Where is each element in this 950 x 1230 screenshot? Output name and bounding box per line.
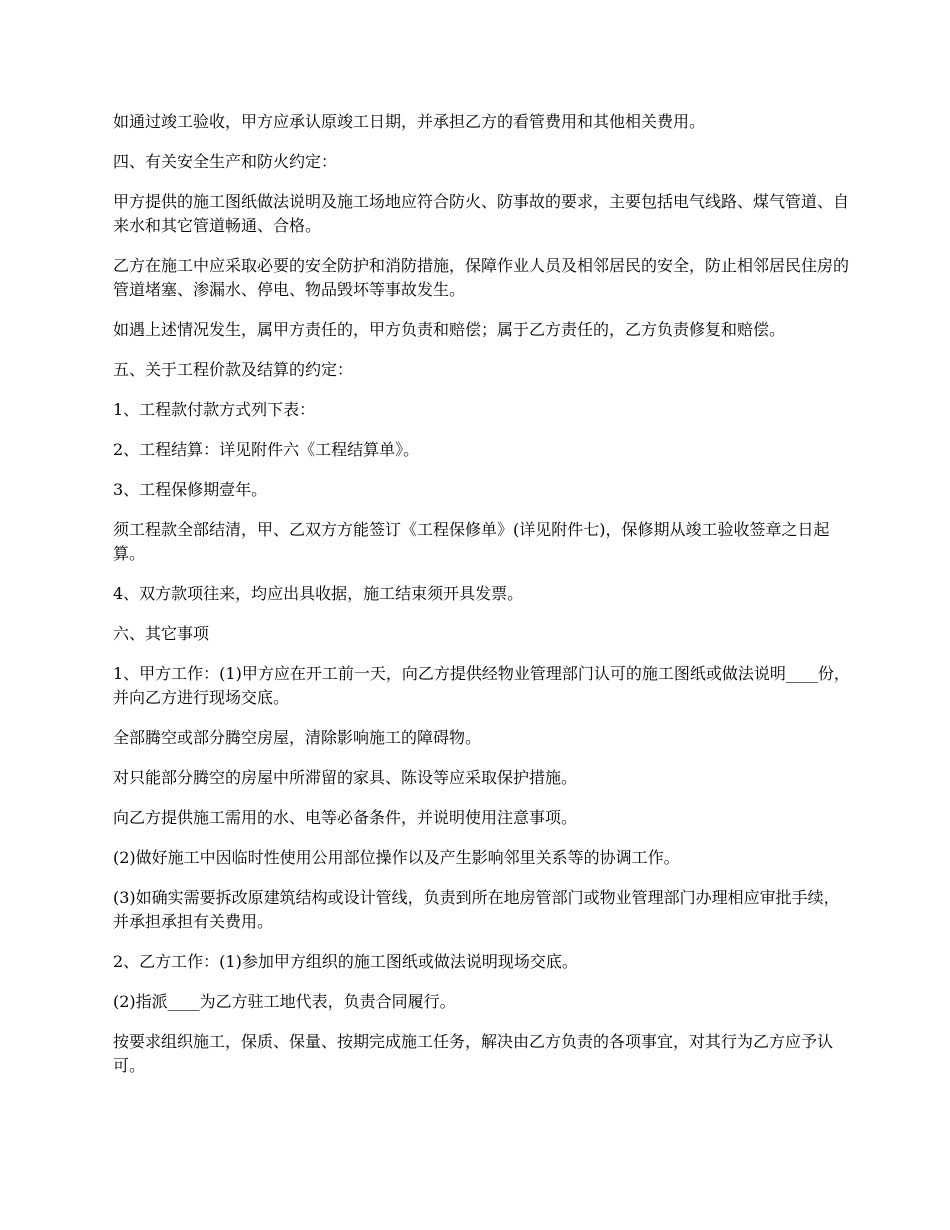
paragraph-settlement: 2、工程结算：详见附件六《工程结算单》。 xyxy=(113,440,420,459)
heading-other-matters: 六、其它事项 xyxy=(113,624,210,643)
paragraph-water-electricity: 向乙方提供施工需用的水、电等必备条件，并说明使用注意事项。 xyxy=(113,808,578,827)
paragraph-vacate-house: 全部腾空或部分腾空房屋，清除影响施工的障碍物。 xyxy=(113,728,482,747)
paragraph-acceptance-costs: 如通过竣工验收，甲方应承认原竣工日期，并承担乙方的看管费用和其他相关费用。 xyxy=(113,112,706,131)
paragraph-party-b-work-2: (2)指派____为乙方驻工地代表，负责合同履行。 xyxy=(113,992,456,1011)
paragraph-party-a-work-2: (2)做好施工中因临时性使用公用部位操作以及产生影响邻里关系等的协调工作。 xyxy=(113,848,680,867)
paragraph-party-b-duties: 按要求组织施工，保质、保量、按期完成施工任务，解决由乙方负责的各项事宜，对其行为乙方应予认可。 xyxy=(113,1032,834,1075)
paragraph-liability: 如遇上述情况发生，属甲方责任的，甲方负责和赔偿；属于乙方责任的，乙方负责修复和赔偿。 xyxy=(113,320,786,339)
paragraph-party-b-work-1: 2、乙方工作：(1)参加甲方组织的施工图纸或做法说明现场交底。 xyxy=(113,952,578,971)
document-body xyxy=(113,110,853,1094)
paragraph-party-a-work-1: 1、甲方工作：(1)甲方应在开工前一天，向乙方提供经物业管理部门认可的施工图纸或做法说明____份，并向乙方进行现场交底。 xyxy=(113,664,850,707)
paragraph-warranty-period: 3、工程保修期壹年。 xyxy=(113,480,268,499)
paragraph-receipts-invoice: 4、双方款项往来，均应出具收据，施工结束须开具发票。 xyxy=(113,584,524,603)
paragraph-warranty-signing: 须工程款全部结清，甲、乙双方方能签订《工程保修单》(详见附件七)，保修期从竣工验收签章之日起算。 xyxy=(113,520,830,563)
heading-safety-fire: 四、有关安全生产和防火约定： xyxy=(113,152,338,171)
paragraph-safety-measures: 乙方在施工中应采取必要的安全防护和消防措施，保障作业人员及相邻居民的安全，防止相邻居民住房的管道堵塞、渗漏水、停电、物品毁坏等事故发生。 xyxy=(113,256,850,299)
paragraph-fire-requirements: 甲方提供的施工图纸做法说明及施工场地应符合防火、防事故的要求，主要包括电气线路、煤气管道、自来水和其它管道畅通、合格。 xyxy=(113,192,850,235)
heading-price-settlement: 五、关于工程价款及结算的约定： xyxy=(113,360,354,379)
paragraph-protect-furniture: 对只能部分腾空的房屋中所滞留的家具、陈设等应采取保护措施。 xyxy=(113,768,578,787)
paragraph-payment-method: 1、工程款付款方式列下表： xyxy=(113,400,316,419)
paragraph-party-a-work-3: (3)如确实需要拆改原建筑结构或设计管线，负责到所在地房管部门或物业管理部门办理相应审批手续，并承担承担有关费用。 xyxy=(113,888,840,931)
